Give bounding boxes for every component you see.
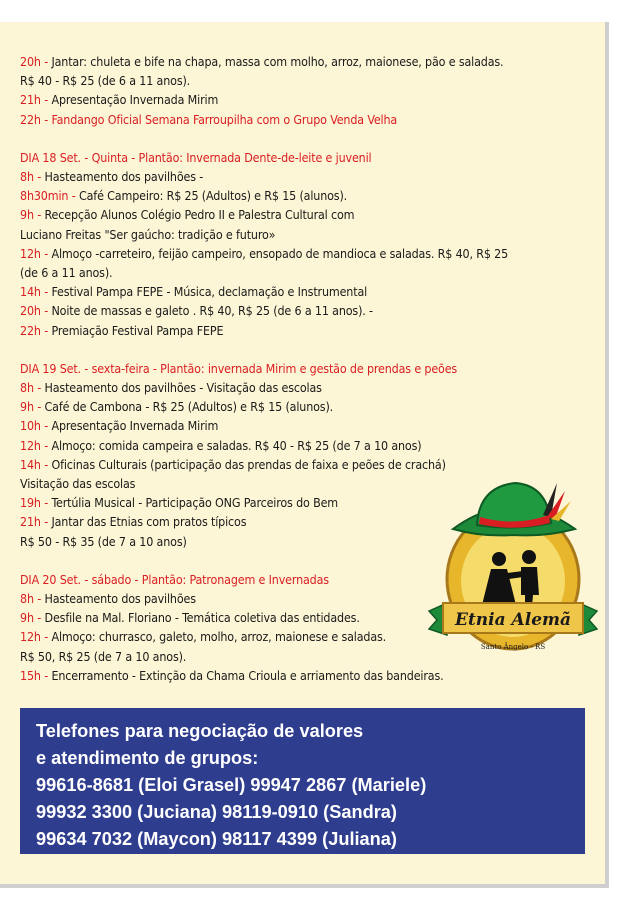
time-separator: - <box>33 610 45 626</box>
schedule-line <box>20 186 590 205</box>
time-separator: - <box>40 514 52 530</box>
time-label: 19h <box>20 495 41 511</box>
time-separator: - <box>40 495 52 511</box>
line-text: Hasteamento dos pavilhões - <box>44 169 204 185</box>
time-separator: - <box>40 418 52 434</box>
schedule-line <box>20 110 590 129</box>
line-text: Jantar: chuleta e bife na chapa, massa com molho, arroz, maionese, pão e saladas. <box>51 54 504 69</box>
schedule-line <box>20 71 590 90</box>
line-text: Festival Pampa FEPE - Música, declamação e Instrumental <box>51 284 368 300</box>
line-text: Noite de massas e galeto . R$ 40, R$ 25 (de 6 a 11 anos). - <box>51 303 373 319</box>
schedule-line <box>20 52 590 71</box>
time-label: 8h <box>20 591 34 607</box>
time-label: 15h <box>20 667 41 683</box>
line-text: Recepção Alunos Colégio Pedro II e Palestra Cultural com <box>44 207 355 223</box>
time-label: 8h30min <box>20 188 69 204</box>
line-text: Café de Cambona - R$ 25 (Adultos) e R$ 15 (alunos). <box>44 399 334 415</box>
line-text: Encerramento - Extinção da Chama Crioula e arriamento das bandeiras. <box>51 667 444 683</box>
time-separator: - <box>40 111 52 127</box>
schedule-line <box>20 205 590 224</box>
time-separator: - <box>40 437 52 453</box>
line-text: R$ 40 - R$ 25 (de 6 a 11 anos). <box>20 73 191 89</box>
schedule-line <box>20 244 590 263</box>
section-spacer <box>20 129 590 148</box>
line-text: Apresentação Invernada Mirim <box>51 92 219 108</box>
phone-line: 99932 3300 (Juciana) 98119-0910 (Sandra) <box>36 802 397 822</box>
schedule-line <box>20 666 590 685</box>
schedule-line <box>20 167 590 186</box>
time-separator: - <box>40 667 52 683</box>
time-label: 12h <box>20 629 41 645</box>
time-separator: - <box>40 54 52 69</box>
time-label: 21h <box>20 92 41 108</box>
section-spacer <box>20 340 590 359</box>
time-separator: - <box>40 303 52 319</box>
schedule-line <box>20 90 590 109</box>
line-text: Hasteamento dos pavilhões - Visitação das escolas <box>44 380 322 396</box>
line-text: Luciano Freitas "Ser gaúcho: tradição e futuro» <box>20 226 276 242</box>
time-label: 12h <box>20 245 41 261</box>
schedule-line <box>20 436 590 455</box>
time-label: 9h <box>20 399 34 415</box>
schedule-line <box>20 397 590 416</box>
time-label: 20h <box>20 54 41 69</box>
time-label: 14h <box>20 284 41 300</box>
time-separator: - <box>33 169 45 185</box>
schedule-line <box>20 416 590 435</box>
time-label: 8h <box>20 380 34 396</box>
time-separator: - <box>33 399 45 415</box>
line-text: (de 6 a 11 anos). <box>20 265 113 281</box>
time-separator: - <box>40 322 52 338</box>
time-separator: - <box>40 629 52 645</box>
line-text: Almoço: comida campeira e saladas. R$ 40 - R$ 25 (de 7 a 10 anos) <box>51 437 422 453</box>
time-separator: - <box>68 188 79 204</box>
line-text: Jantar das Etnias com pratos típicos <box>51 514 247 530</box>
line-text: Almoço: churrasco, galeto, molho, arroz, maionese e saladas. <box>51 629 387 645</box>
logo-name: Etnia Alemã <box>454 610 572 630</box>
time-separator: - <box>40 245 52 261</box>
line-text: Hasteamento dos pavilhões <box>44 591 196 607</box>
time-label: 12h <box>20 437 41 453</box>
line-text: R$ 50, R$ 25 (de 7 a 10 anos). <box>20 648 187 664</box>
phone-line: 99634 7032 (Maycon) 98117 4399 (Juliana) <box>36 829 397 849</box>
time-label: 10h <box>20 418 41 434</box>
schedule-line <box>20 225 590 244</box>
time-separator: - <box>33 591 45 607</box>
time-separator: - <box>33 380 45 396</box>
time-label: 8h <box>20 169 34 185</box>
line-text: DIA 19 Set. - sexta-feira - Plantão: invernada Mirim e gestão de prendas e peões <box>20 360 458 376</box>
time-label: 9h <box>20 207 34 223</box>
logo-place: Santo Ângelo - RS <box>480 643 546 651</box>
line-text: Tertúlia Musical - Participação ONG Parceiros do Bem <box>51 495 339 511</box>
time-label: 22h <box>20 111 41 127</box>
line-text: Almoço -carreteiro, feijão campeiro, ensopado de mandioca e saladas. R$ 40, R$ 25 <box>51 245 509 261</box>
time-label: 14h <box>20 456 41 472</box>
phone-line: 99616-8681 (Eloi Grasel) 99947 2867 (Mariele) <box>36 775 427 795</box>
line-text: R$ 50 - R$ 35 (de 7 a 10 anos) <box>20 533 187 549</box>
time-label: 20h <box>20 303 41 319</box>
phone-contacts-box <box>20 708 585 854</box>
time-separator: - <box>40 92 52 108</box>
time-separator: - <box>33 207 45 223</box>
line-text: Apresentação Invernada Mirim <box>51 418 219 434</box>
schedule-line <box>20 263 590 282</box>
line-text: DIA 20 Set. - sábado - Plantão: Patronagem e Invernadas <box>20 571 329 587</box>
schedule-line <box>20 301 590 320</box>
day-heading <box>20 148 590 167</box>
etnia-alema-logo <box>425 477 601 667</box>
schedule-line <box>20 378 590 397</box>
line-text: Premiação Festival Pampa FEPE <box>51 322 224 338</box>
time-label: 21h <box>20 514 41 530</box>
schedule-line <box>20 455 590 474</box>
line-text: Visitação das escolas <box>20 476 136 492</box>
line-text: Fandango Oficial Semana Farroupilha com o Grupo Venda Velha <box>51 111 398 127</box>
line-text: Café Campeiro: R$ 25 (Adultos) e R$ 15 (alunos). <box>78 188 348 204</box>
schedule-line <box>20 282 590 301</box>
phones-heading-line1: Telefones para negociação de valores <box>36 721 364 741</box>
line-text: Oficinas Culturais (participação das prendas de faixa e peões de crachá) <box>51 456 446 472</box>
phones-heading-line2: e atendimento de grupos: <box>36 748 259 768</box>
flyer-sheet <box>0 22 609 888</box>
time-separator: - <box>40 284 52 300</box>
time-label: 22h <box>20 322 41 338</box>
time-separator: - <box>40 456 52 472</box>
time-label: 9h <box>20 610 34 626</box>
line-text: Desfile na Mal. Floriano - Temática coletiva das entidades. <box>44 610 360 626</box>
day-heading <box>20 359 590 378</box>
schedule-line <box>20 321 590 340</box>
line-text: DIA 18 Set. - Quinta - Plantão: Invernada Dente-de-leite e juvenil <box>20 149 372 165</box>
